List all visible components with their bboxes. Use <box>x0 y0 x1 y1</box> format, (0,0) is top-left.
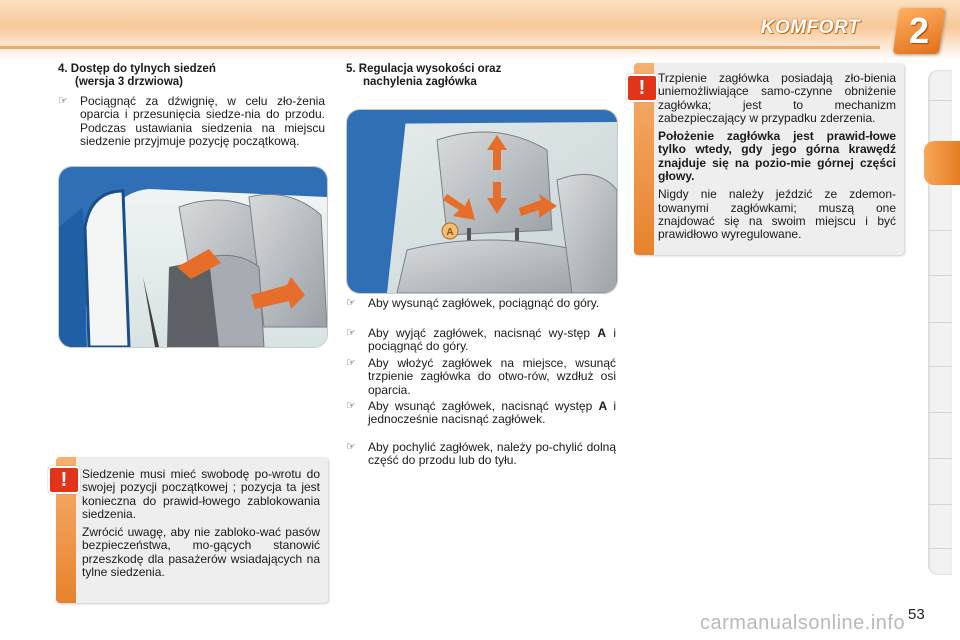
section4-bullet <box>58 94 325 148</box>
warning-paragraph-bold: Położenie zagłówka jest prawid-łowe tylko wtedy, gdy jego górna krawędź znajduje się na pozio-mie górnej części głowy. <box>658 129 896 184</box>
section5-bullet-text: Aby wsunąć zagłówek, nacisnąć występ <box>368 399 599 413</box>
pointing-hand-icon: ☞ <box>346 327 356 339</box>
section5-bullet-bold: A <box>598 399 608 413</box>
rear-seat-access-illustration <box>58 166 328 348</box>
warning-icon-glyph: ! <box>60 469 68 491</box>
tab-divider <box>928 458 952 459</box>
headrest-adjustment-illustration <box>346 109 618 294</box>
tab-divider <box>928 548 952 549</box>
section5-bullet <box>346 440 616 468</box>
tab-divider <box>928 412 952 413</box>
warning-paragraph: Nigdy nie należy jeździć ze zdemon-towanymi zagłówkami; muszą one znajdować się na swoim miejscu i być prawidłowo wyregulowane. <box>658 187 896 242</box>
section5-heading-line1: 5. Regulacja wysokości oraz <box>346 63 502 75</box>
section5-bullet-bold: A <box>597 326 607 340</box>
section4-bullet-text: Pociągnąć za dźwignię, w celu zło-żenia oparcia i przesunięcia siedze-nia do przodu. Podczas ustawiania siedzenia na miejscu siedzenie przyjmuje pozycję początkową. <box>80 94 325 148</box>
section5-bullet-text: i pociągnąć do góry. <box>368 326 616 354</box>
section5-bullet-text: Aby włożyć zagłówek na miejsce, wsunąć trzpienie zagłówka do otwo-rów, wzdłuż osi oparcia. <box>368 356 616 397</box>
chapter-badge <box>893 8 945 54</box>
chapter-number: 2 <box>908 10 930 51</box>
section5-bullet-text: i jednocześnie nacisnąć zagłówek. <box>368 399 617 427</box>
chapter-title: KOMFORT <box>760 17 860 38</box>
section5-heading-line2: nachylenia zagłówka <box>363 76 477 88</box>
tab-divider <box>928 275 952 276</box>
tab-divider <box>928 230 952 231</box>
warning-text <box>82 468 320 584</box>
watermark: carmanualsonline.info <box>700 612 906 634</box>
section5-bullet <box>346 356 616 397</box>
warning-text <box>658 72 896 247</box>
warning-paragraph: Siedzenie musi mieć swobodę po-wrotu do swojej pozycji początkowej ; pozycja ta jest konieczna do prawid-łowego zablokowania siedzenia. <box>82 467 320 521</box>
section4-heading-line1: 4. Dostęp do tylnych siedzeń <box>58 63 216 75</box>
chapter-tab-active[interactable] <box>924 141 960 185</box>
warning-icon <box>626 74 658 102</box>
headrest-illustration-svg <box>347 110 617 293</box>
tab-divider <box>928 100 952 101</box>
page-number: 53 <box>908 606 925 623</box>
section5-bullet-text: Aby pochylić zagłówek, należy po-chylić dolną część do przodu lub do tyłu. <box>368 440 616 468</box>
warning-icon-glyph: ! <box>638 77 646 99</box>
section5-bullet <box>346 399 617 427</box>
warning-paragraph: Zwrócić uwagę, aby nie zabloko-wać pasów bezpieczeństwa, mo-gących stanowić przeszkodę dla pasażerów wsiadających na tylne siedzenia. <box>82 525 320 580</box>
section5-bullet-text: Aby wyjąć zagłówek, nacisnąć wy-stęp <box>368 326 598 340</box>
pointing-hand-icon: ☞ <box>346 297 356 309</box>
header-rule <box>0 46 880 49</box>
warning-box-headrest <box>634 63 904 255</box>
pointing-hand-icon: ☞ <box>346 441 356 453</box>
section4-heading-line2: (wersja 3 drzwiowa) <box>75 76 184 88</box>
warning-paragraph: Trzpienie zagłówka posiadają zło-bienia uniemożliwiające samo-czynne obniżenie zagłówka; jest to mechanizm zabezpieczający w przypadku zderzenia. <box>658 71 896 125</box>
section4-heading <box>58 63 308 89</box>
tab-divider <box>928 366 952 367</box>
section5-heading <box>346 63 616 89</box>
warning-icon <box>48 466 80 494</box>
headrest-button-label: A <box>446 227 454 238</box>
rear-seat-illustration-svg <box>59 167 327 347</box>
tab-divider <box>928 322 952 323</box>
tab-divider <box>928 504 952 505</box>
section5-bullet <box>346 296 616 310</box>
warning-box-seat <box>56 457 328 603</box>
section5-bullet-text: Aby wysunąć zagłówek, pociągnąć do góry. <box>368 296 600 310</box>
pointing-hand-icon: ☞ <box>346 357 356 369</box>
section5-bullet <box>346 326 616 354</box>
pointing-hand-icon: ☞ <box>58 95 68 107</box>
pointing-hand-icon: ☞ <box>346 400 356 412</box>
